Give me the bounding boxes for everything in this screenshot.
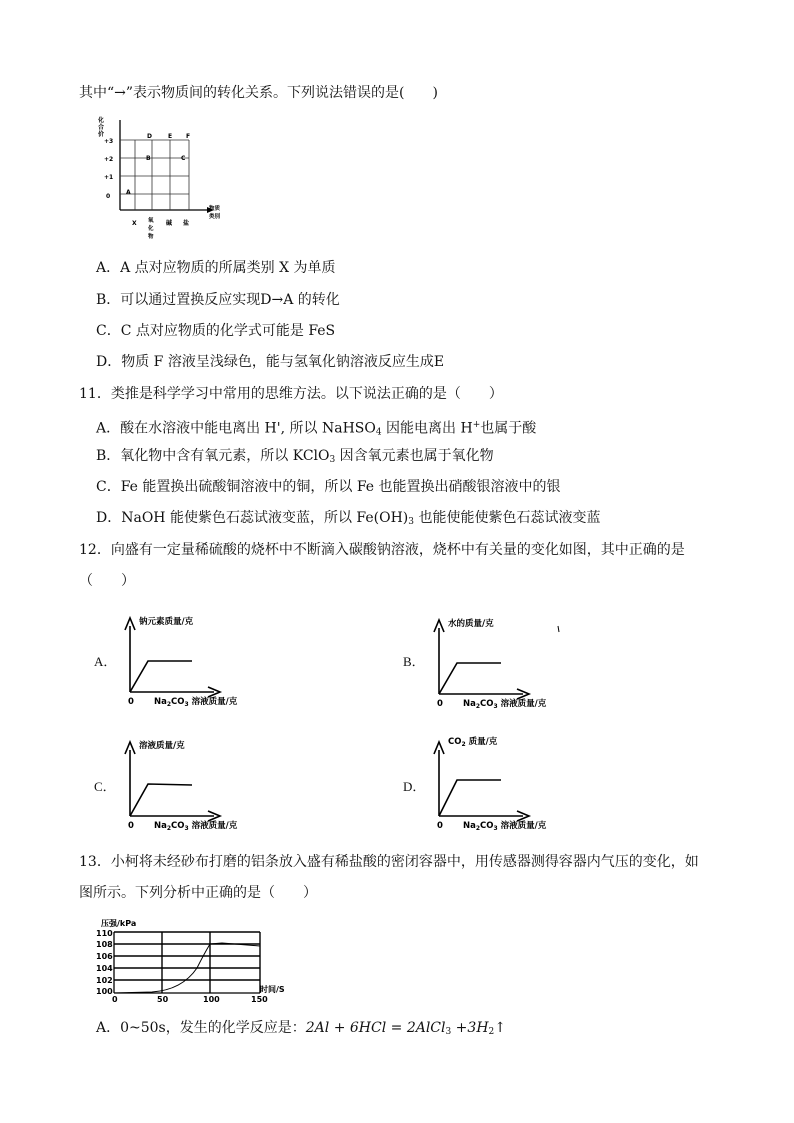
q13-option-a: A．0~50s，发生的化学反应是：2Al + 6HCl = 2AlCl$_3$ $+3H_2↑$ — [96, 1020, 506, 1037]
pressure-ytick: 110 — [96, 929, 113, 938]
pressure-chart — [92, 912, 302, 1004]
intro-text: 其中“→”表示物质间的转化关系。下列说法错误的是( ) — [79, 85, 438, 101]
valence-xlabel-2: 类别 — [209, 214, 221, 220]
valence-ylabel-1: 化 — [98, 117, 105, 124]
q13-stem-line2: 图所示。下列分析中正确的是（ ） — [79, 885, 317, 901]
graph-c — [118, 734, 258, 834]
q12-stem-line1: 12．向盛有一定量稀硫酸的烧杯中不断滴入碳酸钠溶液，烧杯中有关量的变化如图，其中正确的是 — [79, 542, 685, 558]
valence-xtick: X — [132, 220, 137, 227]
point-label-f: F — [186, 133, 191, 140]
pressure-xlabel: 时间/S — [260, 985, 285, 994]
valence-xlabel-1: 物质 — [209, 206, 221, 212]
graph-a — [118, 610, 258, 710]
q11-option-b: B．氧化物中含有氧元素，所以 KClO$_3$ 因含氧元素也属于氧化物 — [96, 448, 494, 465]
graph-d-ylabel: $CO_2$ 质量/克 — [448, 737, 498, 748]
q12-stem-line2: （ ） — [79, 573, 135, 589]
point-label-c: C — [181, 155, 186, 162]
valence-chart — [92, 112, 232, 247]
graph-d-xlabel: $Na_2CO_3$ 溶液质量/克 — [463, 821, 547, 832]
point-label-a: A — [126, 189, 131, 196]
valence-xtick-oxide-2: 化 — [148, 226, 154, 232]
graph-d-origin: 0 — [437, 821, 443, 831]
valence-ylabel-2: 合 — [98, 124, 105, 131]
pressure-ytick: 108 — [96, 940, 113, 949]
pressure-xtick: 50 — [157, 995, 169, 1004]
pressure-xtick: 0 — [112, 995, 118, 1004]
graph-d-letter: D． — [403, 779, 426, 794]
valence-xtick-oxide-1: 氧 — [148, 218, 154, 224]
q10-option-a: A．A 点对应物质的所属类别 X 为单质 — [96, 260, 336, 276]
valence-ytick: 0 — [106, 193, 111, 200]
graph-c-ylabel: 溶液质量/克 — [139, 741, 185, 751]
graph-a-origin: 0 — [128, 697, 134, 707]
valence-ytick: +3 — [104, 138, 114, 145]
pressure-xtick: 150 — [251, 995, 268, 1004]
graph-a-ylabel: 钠元素质量/克 — [139, 617, 194, 627]
graph-c-xlabel: $Na_2CO_3$ 溶液质量/克 — [154, 821, 238, 832]
q11-option-d: D．NaOH 能使紫色石蕊试液变蓝，所以 $Fe(OH)_3$ 也能使能使紫色石蕊试液变蓝 — [96, 510, 601, 527]
q10-option-c: C．C 点对应物质的化学式可能是 FeS — [96, 323, 336, 339]
q11-stem: 11．类推是科学学习中常用的思维方法。以下说法正确的是（ ） — [79, 386, 503, 402]
pressure-ytick: 106 — [96, 952, 113, 961]
pressure-xtick: 100 — [203, 995, 220, 1004]
graph-a-letter: A． — [94, 654, 117, 669]
stray-mark — [558, 626, 559, 632]
graph-b-letter: B． — [403, 654, 425, 669]
pressure-ytick: 102 — [96, 976, 113, 985]
point-label-b: B — [146, 155, 151, 162]
point-label-d: D — [147, 133, 152, 140]
valence-ytick: +2 — [104, 156, 114, 163]
graph-a-xlabel: $Na_2CO_3$ 溶液质量/克 — [154, 697, 238, 708]
pressure-ytick: 104 — [96, 964, 113, 973]
q10-option-b: B．可以通过置换反应实现D→A 的转化 — [96, 292, 340, 308]
valence-xtick-oxide-3: 物 — [148, 234, 154, 240]
graph-b-xlabel: $Na_2CO_3$ 溶液质量/克 — [463, 699, 547, 710]
graph-b-origin: 0 — [437, 699, 443, 709]
point-label-e: E — [168, 133, 173, 140]
valence-xtick: 盐 — [183, 220, 190, 227]
graph-c-letter: C． — [94, 779, 116, 794]
pressure-ytick: 100 — [96, 987, 113, 996]
pressure-ylabel: 压强/kPa — [101, 919, 137, 928]
graph-c-origin: 0 — [128, 821, 134, 831]
q11-option-c: C．Fe 能置换出硫酸铜溶液中的铜，所以 Fe 也能置换出硝酸银溶液中的银 — [96, 479, 561, 495]
q13-stem-line1: 13．小柯将未经砂布打磨的铝条放入盛有稀盐酸的密闭容器中，用传感器测得容器内气压的变化，如 — [79, 854, 699, 870]
graph-b — [427, 612, 567, 712]
valence-ylabel-3: 价 — [98, 131, 105, 138]
valence-xtick: 碱 — [166, 220, 173, 227]
valence-ytick: +1 — [104, 174, 114, 181]
q10-option-d: D．物质 F 溶液呈浅绿色，能与氢氧化钠溶液反应生成E — [96, 354, 445, 370]
graph-b-ylabel: 水的质量/克 — [448, 619, 494, 629]
q11-option-a: A．酸在水溶液中能电离出 H', 所以 NaHSO$_4$ 因能电离出 H+也属于酸 — [96, 420, 537, 438]
graph-d — [427, 734, 567, 834]
